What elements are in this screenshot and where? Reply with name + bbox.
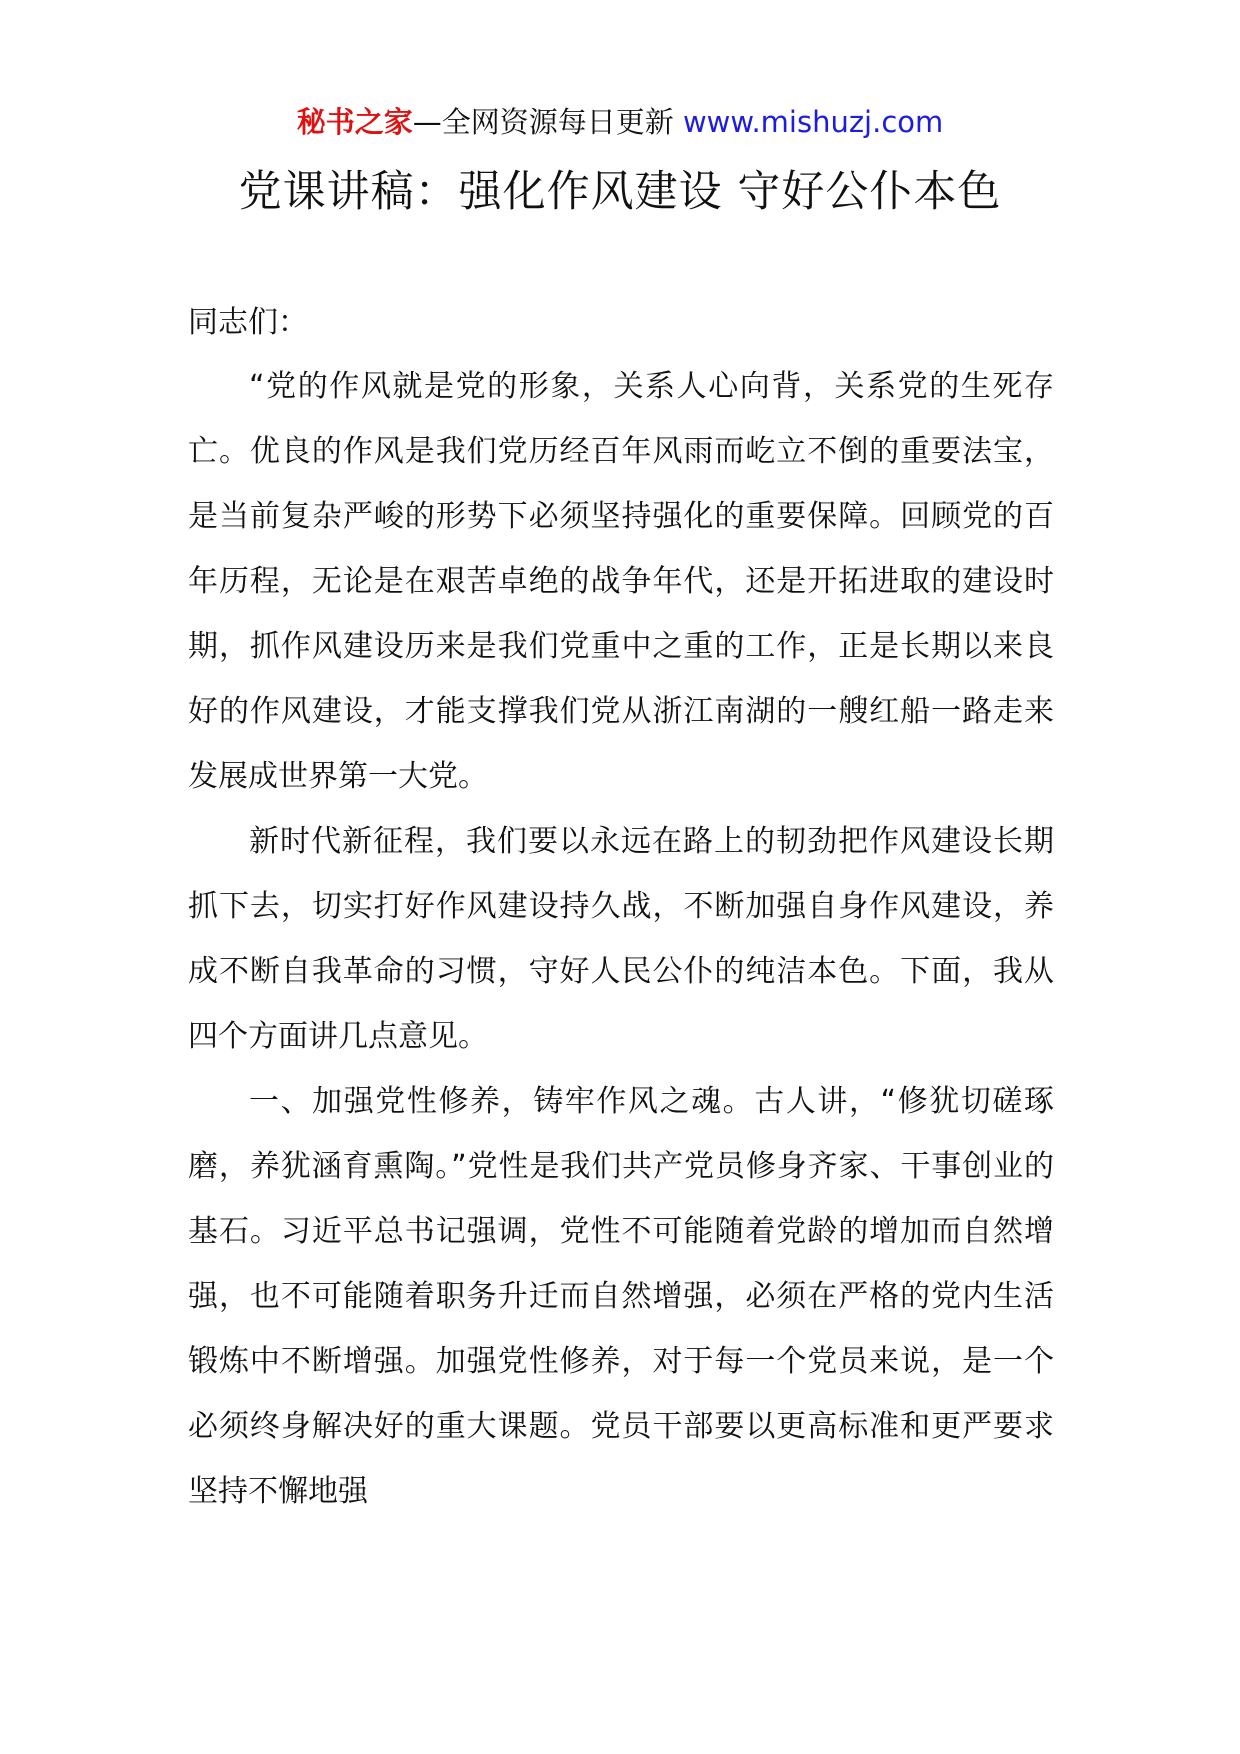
paragraph-2: 新时代新征程，我们要以永远在路上的韧劲把作风建设长期抓下去，切实打好作风建设持久战，不断加强自身作风建设，养成不断自我革命的习惯，守好人民公仆的纯洁本色。下面，我从四个方面讲几点意见。 xyxy=(188,824,1054,1054)
site-url: www.mishuzj.com xyxy=(682,105,944,139)
paragraph-3: 一、加强党性修养，铸牢作风之魂。古人讲，“修犹切磋琢磨，养犹涵育熏陶。”党性是我们共产党员修身齐家、干事创业的基石。习近平总书记强调，党性不可能随着党龄的增加而自然增强，也不可能随着职务升迁而自然增强，必须在严格的党内生活锻炼中不断增强。加强党性修养，对于每一个党员来说，是一个必须终身解决好的重大课题。党员干部要以更高标准和更严要求坚持不懈地强 xyxy=(188,1084,1054,1509)
site-header xyxy=(0,102,1240,142)
site-tagline: —全网资源每日更新 xyxy=(412,105,683,139)
document-body xyxy=(188,292,1054,1524)
site-name: 秘书之家 xyxy=(296,105,413,139)
greeting: 同志们： xyxy=(188,305,308,340)
document-title: 党课讲稿：强化作风建设 守好公仆本色 xyxy=(238,167,1002,217)
paragraph-1: “党的作风就是党的形象，关系人心向背，关系党的生死存亡。优良的作风是我们党历经百年风雨而屹立不倒的重要法宝，是当前复杂严峻的形势下必须坚持强化的重要保障。回顾党的百年历程，无论是在艰苦卓绝的战争年代，还是开拓进取的建设时期，抓作风建设历来是我们党重中之重的工作，正是长期以来良好的作风建设，才能支撑我们党从浙江南湖的一艘红船一路走来发展成世界第一大党。 xyxy=(188,369,1054,794)
